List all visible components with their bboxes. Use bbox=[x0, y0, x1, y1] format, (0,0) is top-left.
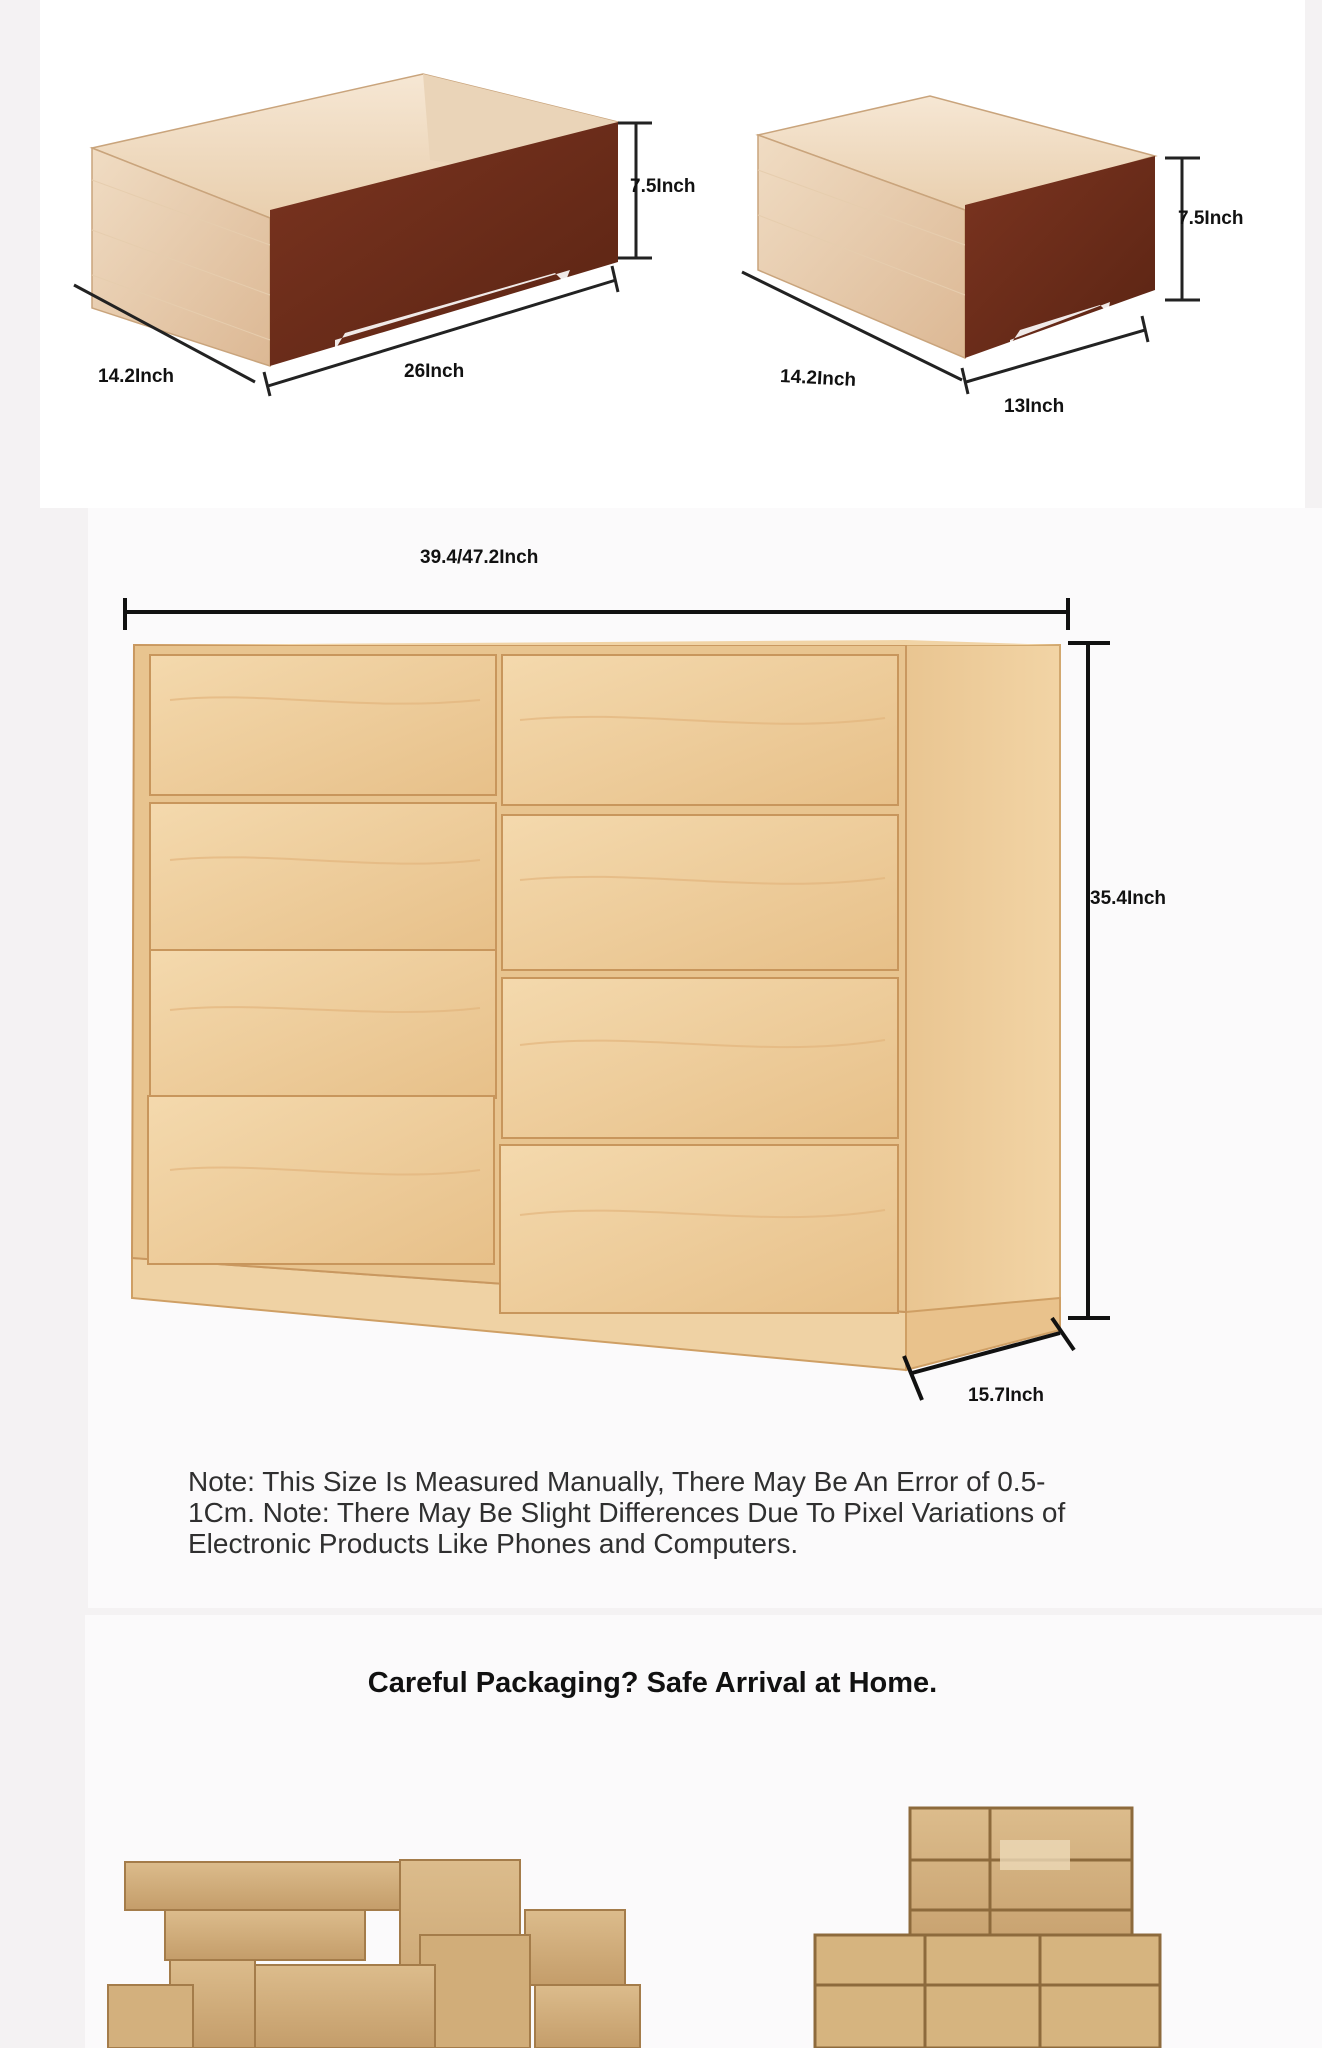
large-drawer-image bbox=[92, 74, 618, 366]
measurement-note: Note: This Size Is Measured Manually, There May Be An Error of 0.5-1Cm. Note: There May Be Slight Differences Due To Pixel Variations of Electronic Products Like Phones and Computers. bbox=[188, 1466, 1066, 1559]
dresser-image bbox=[132, 640, 1060, 1370]
small-drawer-depth-label: 14.2Inch bbox=[779, 366, 857, 391]
large-drawer-depth-label: 14.2Inch bbox=[98, 366, 175, 387]
small-drawer-height-label: 7.5Inch bbox=[1178, 208, 1244, 229]
packaging-title: Careful Packaging? Safe Arrival at Home. bbox=[367, 1667, 938, 1699]
small-drawer-width-label: 13Inch bbox=[1004, 396, 1065, 417]
packaging-image bbox=[108, 1808, 1160, 2048]
dresser-height-label: 35.4Inch bbox=[1090, 888, 1167, 909]
large-drawer-height-label: 7.5Inch bbox=[630, 176, 696, 197]
large-drawer-width-label: 26Inch bbox=[404, 361, 465, 382]
small-drawer-image bbox=[758, 96, 1155, 358]
dresser-depth-label: 15.7Inch bbox=[968, 1385, 1045, 1406]
dresser-width-label: 39.4/47.2Inch bbox=[420, 547, 539, 568]
